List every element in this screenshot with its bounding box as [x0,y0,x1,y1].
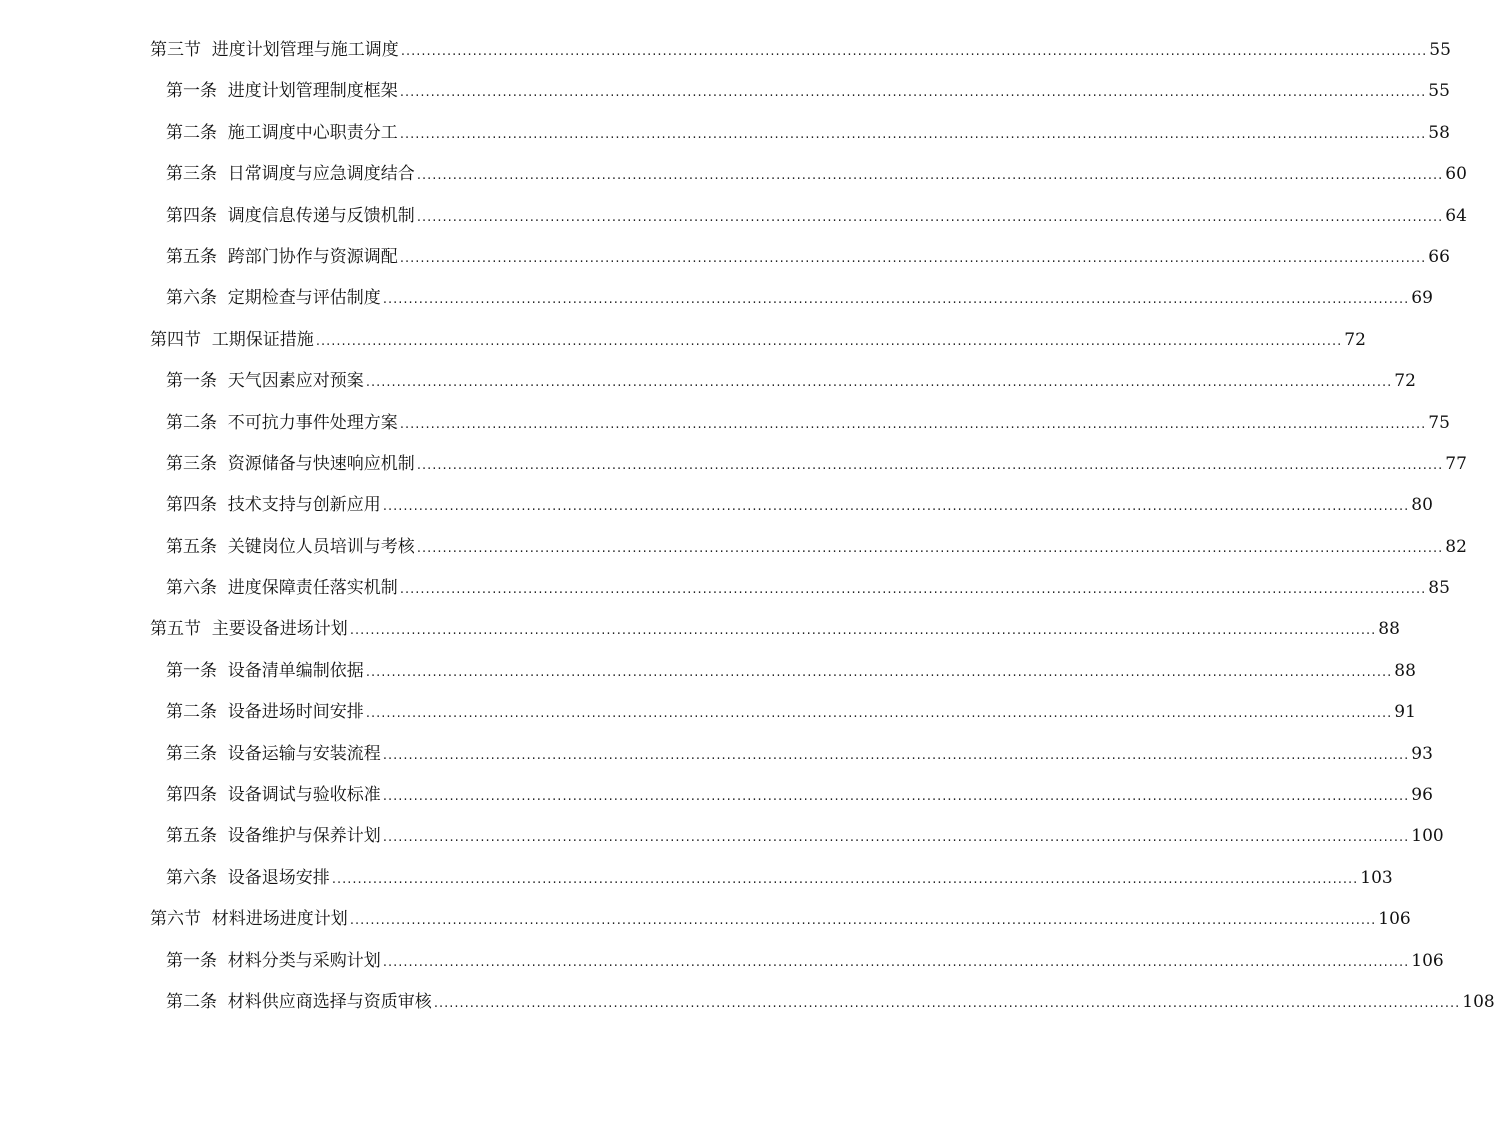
toc-entry-title: 第五节 主要设备进场计划 [150,619,348,640]
toc-article-entry[interactable] [150,568,1450,609]
toc-section-entry[interactable] [150,320,1366,361]
toc-article-entry[interactable] [150,527,1467,568]
toc-entry-title: 第一条 材料分类与采购计划 [166,950,381,971]
toc-page-number: 88 [1378,619,1400,640]
toc-page-number: 60 [1445,164,1467,185]
toc-page-number: 103 [1360,867,1393,888]
toc-page-number: 106 [1378,909,1411,930]
toc-leader-dots: ........................................................................................................................................................................................................ [433,995,1461,1011]
toc-entry-title: 第二条 材料供应商选择与资质审核 [166,991,432,1012]
toc-entry-title: 第三条 设备运输与安装流程 [166,743,381,764]
toc-article-entry[interactable] [150,278,1433,319]
toc-page-number: 93 [1411,743,1433,764]
toc-leader-dots: ........................................................................................................................................................................................................ [399,126,1427,142]
toc-article-entry[interactable] [150,941,1444,982]
toc-leader-dots: ........................................................................................................................................................................................................ [382,499,1410,515]
toc-page-number: 58 [1428,122,1450,143]
toc-entry-title: 第一条 天气因素应对预案 [166,371,364,392]
toc-page-number: 100 [1411,826,1444,847]
toc-leader-dots: ........................................................................................................................................................................................................ [382,954,1410,970]
toc-entry-title: 第五条 跨部门协作与资源调配 [166,246,398,267]
toc-entry-title: 第一条 进度计划管理制度框架 [166,81,398,102]
toc-page-number: 91 [1394,702,1416,723]
toc-leader-dots: ........................................................................................................................................................................................................ [416,457,1444,473]
toc-entry-title: 第六条 设备退场安排 [166,867,330,888]
toc-leader-dots: ........................................................................................................................................................................................................ [365,375,1393,391]
toc-leader-dots: ........................................................................................................................................................................................................ [399,250,1427,266]
toc-leader-dots: ........................................................................................................................................................................................................ [416,540,1444,556]
toc-entry-title: 第三条 日常调度与应急调度结合 [166,164,415,185]
toc-article-entry[interactable] [150,154,1467,195]
toc-page-number: 85 [1428,578,1450,599]
toc-leader-dots: ........................................................................................................................................................................................................ [365,706,1393,722]
toc-entry-title: 第四条 技术支持与创新应用 [166,495,381,516]
toc-entry-title: 第五条 关键岗位人员培训与考核 [166,536,415,557]
toc-entry-title: 第六条 定期检查与评估制度 [166,288,381,309]
toc-entry-title: 第六节 材料进场进度计划 [150,909,348,930]
toc-entry-title: 第一条 设备清单编制依据 [166,660,364,681]
toc-article-entry[interactable] [150,71,1450,112]
toc-leader-dots: ........................................................................................................................................................................................................ [349,623,1377,639]
toc-page-number: 72 [1394,371,1416,392]
toc-article-entry[interactable] [150,361,1416,402]
toc-entry-title: 第二条 不可抗力事件处理方案 [166,412,398,433]
toc-leader-dots: ........................................................................................................................................................................................................ [399,582,1427,598]
toc-entry-title: 第五条 设备维护与保养计划 [166,826,381,847]
toc-page-number: 96 [1411,785,1433,806]
toc-page-number: 80 [1411,495,1433,516]
toc-article-entry[interactable] [150,237,1450,278]
toc-leader-dots: ........................................................................................................................................................................................................ [382,830,1410,846]
toc-entry-title: 第四条 设备调试与验收标准 [166,785,381,806]
toc-leader-dots: ........................................................................................................................................................................................................ [400,44,1428,59]
toc-entry-title: 第二条 施工调度中心职责分工 [166,122,398,143]
table-of-contents [150,30,1495,1023]
toc-entry-title: 第四节 工期保证措施 [150,329,314,350]
toc-page-number: 55 [1429,40,1451,60]
toc-page-number: 75 [1428,412,1450,433]
toc-leader-dots: ........................................................................................................................................................................................................ [331,871,1359,887]
toc-article-entry[interactable] [150,485,1433,526]
toc-leader-dots: ........................................................................................................................................................................................................ [382,747,1410,763]
toc-page-number: 69 [1411,288,1433,309]
toc-page-number: 66 [1428,246,1450,267]
toc-page-number: 64 [1445,205,1467,226]
toc-page-number: 106 [1411,950,1444,971]
toc-article-entry[interactable] [150,444,1467,485]
toc-leader-dots: ........................................................................................................................................................................................................ [315,333,1343,349]
toc-article-entry[interactable] [150,858,1393,899]
toc-entry-title: 第六条 进度保障责任落实机制 [166,578,398,599]
toc-page-number: 55 [1428,81,1450,102]
toc-section-entry[interactable] [150,609,1400,650]
toc-article-entry[interactable] [150,692,1416,733]
toc-leader-dots: ........................................................................................................................................................................................................ [399,416,1427,432]
toc-article-entry[interactable] [150,403,1450,444]
toc-leader-dots: ........................................................................................................................................................................................................ [399,85,1427,101]
toc-leader-dots: ........................................................................................................................................................................................................ [382,292,1410,308]
toc-leader-dots: ........................................................................................................................................................................................................ [349,913,1377,929]
toc-page-number: 82 [1445,536,1467,557]
toc-entry-title: 第四条 调度信息传递与反馈机制 [166,205,415,226]
toc-leader-dots: ........................................................................................................................................................................................................ [416,209,1444,225]
toc-page-number: 88 [1394,660,1416,681]
toc-article-entry[interactable] [150,196,1467,237]
toc-article-entry[interactable] [150,651,1416,692]
toc-article-entry[interactable] [150,982,1495,1023]
toc-leader-dots: ........................................................................................................................................................................................................ [382,789,1410,805]
toc-page-number: 77 [1445,453,1467,474]
toc-section-entry[interactable] [150,30,1451,71]
toc-entry-title: 第三节 进度计划管理与施工调度 [150,40,399,60]
toc-article-entry[interactable] [150,734,1433,775]
toc-section-entry[interactable] [150,899,1411,940]
toc-entry-title: 第三条 资源储备与快速响应机制 [166,453,415,474]
toc-leader-dots: ........................................................................................................................................................................................................ [365,664,1393,680]
toc-page-number: 72 [1344,329,1366,350]
toc-article-entry[interactable] [150,113,1450,154]
toc-article-entry[interactable] [150,775,1433,816]
toc-entry-title: 第二条 设备进场时间安排 [166,702,364,723]
toc-article-entry[interactable] [150,816,1444,857]
toc-leader-dots: ........................................................................................................................................................................................................ [416,168,1444,184]
toc-page-number: 108 [1462,991,1495,1012]
